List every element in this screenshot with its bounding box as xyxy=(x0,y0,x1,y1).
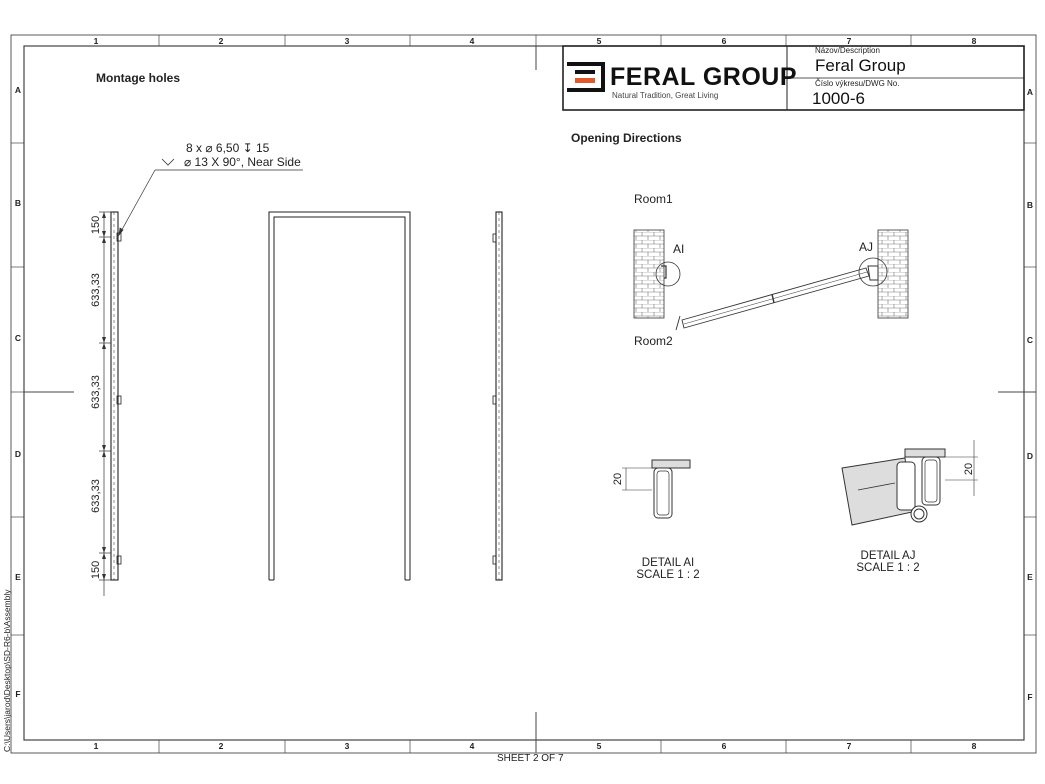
col-label: 4 xyxy=(469,36,475,46)
wall-right xyxy=(878,230,908,318)
detail-aj-dim: 20 xyxy=(963,462,975,476)
row-label: A xyxy=(14,85,22,95)
sheet-frame xyxy=(11,35,1036,753)
col-label: 3 xyxy=(344,741,350,751)
row-label: D xyxy=(14,449,22,459)
dim-label: 633,33 xyxy=(90,273,102,307)
company-tagline: Natural Tradition, Great Living xyxy=(612,91,719,100)
detail-aj-caption xyxy=(846,550,930,574)
company-name: FERAL GROUP xyxy=(610,63,797,91)
hole-note-line2: ⌀ 13 X 90°, Near Side xyxy=(184,155,301,169)
callout-aj-label: AJ xyxy=(859,240,874,254)
detail-ai-scale: SCALE 1 : 2 xyxy=(636,569,700,581)
callout-ai-label: AI xyxy=(673,242,685,256)
drawing-no-value: 1000-6 xyxy=(812,89,865,108)
feral-logo-icon xyxy=(567,64,603,90)
dim-label: 633,33 xyxy=(90,479,102,513)
hole-note-line1: 8 x ⌀ 6,50 ↧ 15 xyxy=(186,141,270,155)
row-label: C xyxy=(14,333,22,343)
detail-ai-title: DETAIL AI xyxy=(641,557,695,569)
sheet-number-label: SHEET 2 OF 7 xyxy=(497,753,564,764)
room2-label: Room2 xyxy=(634,334,673,348)
door-frame-front xyxy=(269,212,410,580)
detail-aj-section xyxy=(842,440,978,525)
row-label: B xyxy=(14,198,22,208)
opening-directions-heading: Opening Directions xyxy=(571,131,682,145)
dimension-labels xyxy=(90,216,102,579)
row-label: E xyxy=(1027,572,1033,582)
zone-ticks xyxy=(11,35,1036,753)
col-label: 4 xyxy=(469,741,475,751)
row-label: C xyxy=(1026,335,1034,345)
room1-label: Room1 xyxy=(634,192,673,206)
col-label: 3 xyxy=(344,36,350,46)
col-label: 1 xyxy=(93,36,99,46)
dim-label: 150 xyxy=(90,215,102,235)
col-label: 6 xyxy=(721,741,727,751)
row-label: B xyxy=(1026,200,1034,210)
zone-labels xyxy=(15,36,1033,751)
hole-leader xyxy=(119,159,303,235)
row-label: D xyxy=(1026,451,1034,461)
detail-aj-scale: SCALE 1 : 2 xyxy=(856,562,920,574)
row-label: A xyxy=(1026,87,1034,97)
side-profile-left xyxy=(111,212,121,580)
detail-aj-title: DETAIL AJ xyxy=(860,550,916,562)
col-label: 8 xyxy=(971,36,977,46)
col-label: 7 xyxy=(846,741,852,751)
description-value: Feral Group xyxy=(815,56,906,75)
dim-label: 150 xyxy=(90,560,102,580)
col-label: 5 xyxy=(596,741,602,751)
row-label: F xyxy=(15,689,21,699)
door-leaf-open xyxy=(676,268,869,330)
file-path-label: C:\Users\jarod\Desktop\SD-R6-b\Assembly xyxy=(2,589,12,752)
description-label: Názov/Description xyxy=(815,46,880,55)
dim-label: 633,33 xyxy=(90,375,102,409)
col-label: 8 xyxy=(971,741,977,751)
row-label: F xyxy=(1027,692,1033,702)
row-label: E xyxy=(15,572,21,582)
detail-ai-dim: 20 xyxy=(612,472,624,486)
montage-holes-heading: Montage holes xyxy=(96,71,181,85)
col-label: 5 xyxy=(596,36,602,46)
col-label: 1 xyxy=(93,741,99,751)
col-label: 6 xyxy=(721,36,727,46)
drawing-no-label: Číslo výkresu/DWG No. xyxy=(815,79,900,88)
col-label: 2 xyxy=(218,36,224,46)
col-label: 2 xyxy=(218,741,224,751)
detail-ai-section xyxy=(622,460,690,518)
detail-ai-caption xyxy=(626,557,710,581)
col-label: 7 xyxy=(846,36,852,46)
wall-left xyxy=(634,230,664,318)
side-profile-right xyxy=(493,212,502,580)
